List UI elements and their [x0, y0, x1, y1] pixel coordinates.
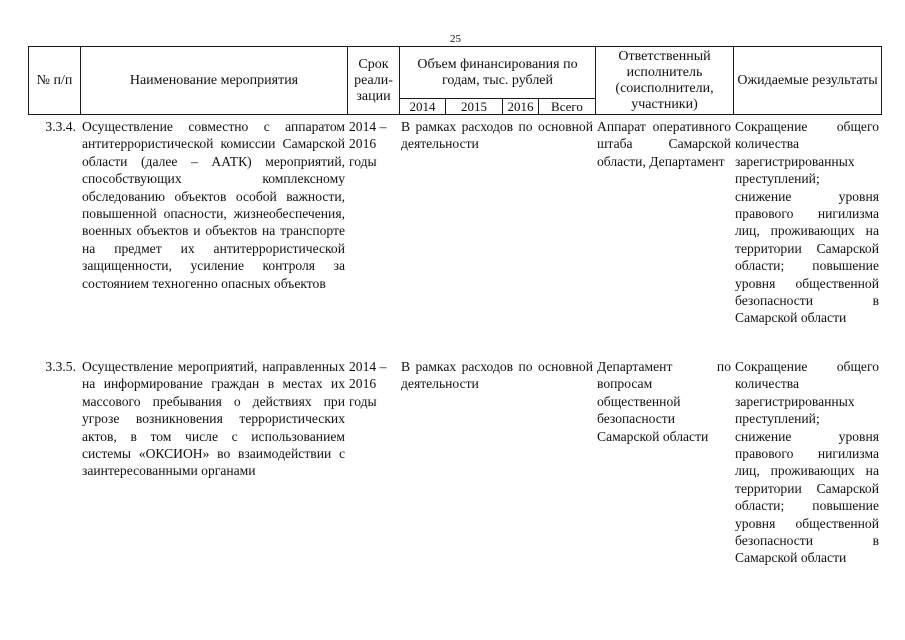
table-header: [28, 46, 882, 115]
header-responsible: Ответственный исполнитель (соисполнители, участники): [596, 47, 734, 115]
measure-responsible: Аппарат оперативного штаба Самарской области, Департамент: [597, 119, 731, 169]
measure-name: Осуществление мероприятий, направленных на информирование граждан в местах их массового пребывания о действиях при угрозе возникновения террористических актов, в том числе с использованием системы «ОКСИОН» во взаимодействии с заинтересованными органами: [82, 359, 345, 479]
measure-term: 2014 – 2016 годы: [349, 119, 387, 169]
header-term: Срок реали- зации: [348, 47, 400, 115]
measure-funding: В рамках расходов по основной деятельности: [401, 119, 593, 152]
measure-responsible: Департамент по вопросам общественной безопасности Самарской области: [597, 359, 731, 444]
measure-results: Сокращение общего количества зарегистрированных преступлений; снижение уровня правового нигилизма лиц, проживающих на территории Самарской области; повышение уровня общественной безопасности в Самарской области: [735, 119, 879, 326]
header-name: Наименование мероприятия: [81, 47, 348, 115]
table-row: [28, 118, 881, 358]
measures-table: [28, 118, 881, 567]
header-total: Всего: [539, 99, 596, 115]
row-number: 3.3.5.: [45, 359, 76, 374]
header-year-2016: 2016: [503, 99, 539, 115]
row-number: 3.3.4.: [45, 119, 76, 134]
measure-results: Сокращение общего количества зарегистрированных преступлений; снижение уровня правового нигилизма лиц, проживающих на территории Самарской области; повышение уровня общественной безопасности в Самарской области: [735, 359, 879, 566]
measure-name: Осуществление совместно с аппаратом антитеррористической комиссии Самарской области (далее – ААТК) мероприятий, способствующих комплексному обследованию объектов особой важности, повышенной опасности, жизнеобеспечения, военных объектов и объектов на транспорте на предмет их антитеррористической защищенности, усиление контроля за состоянием техногенно опасных объектов: [82, 119, 345, 291]
header-year-2014: 2014: [400, 99, 446, 115]
header-num: № п/п: [29, 47, 81, 115]
header-results: Ожидаемые результаты: [734, 47, 882, 115]
header-year-2015: 2015: [446, 99, 503, 115]
table-row: [28, 358, 881, 567]
page-number: 25: [450, 33, 461, 45]
header-funding: Объем финансирования по годам, тыс. рублей: [400, 47, 596, 99]
measure-term: 2014 – 2016 годы: [349, 359, 387, 409]
measure-funding: В рамках расходов по основной деятельности: [401, 359, 593, 392]
